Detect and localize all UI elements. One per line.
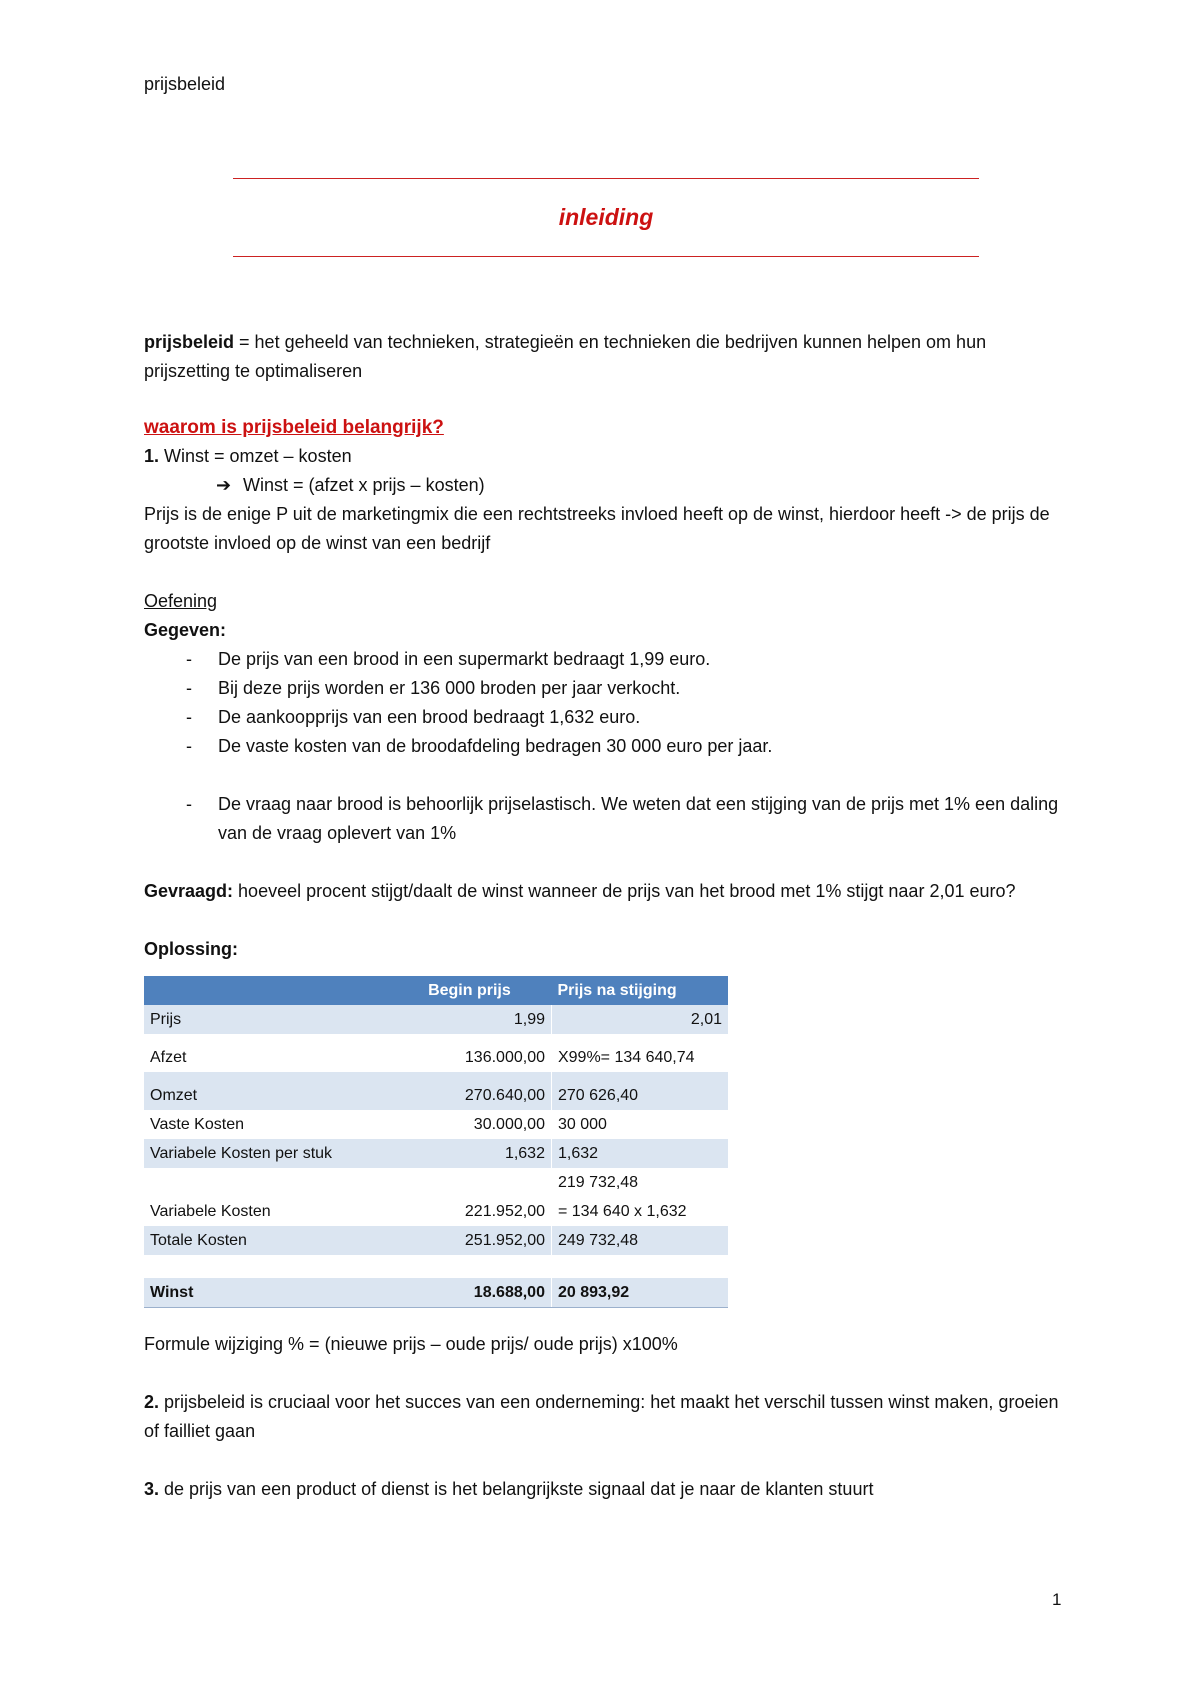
row-label-cell: Prijs — [144, 1005, 422, 1034]
arrow-right-icon: ➔ — [216, 475, 232, 495]
asked-text: hoeveel procent stijgt/daalt de winst wanneer de prijs van het brood met 1% stijgt naar 2,01 euro? — [233, 881, 1016, 901]
given-label: Gegeven: — [144, 620, 227, 640]
begin-price-cell: 30.000,00 — [473, 1116, 545, 1133]
table-header-cell: Begin prijs — [422, 976, 551, 1005]
begin-price-cell — [422, 1255, 551, 1278]
definition-paragraph — [144, 328, 1064, 386]
dash-bullet: - — [186, 736, 192, 756]
after-price-cell: 2,01 — [551, 1005, 728, 1034]
row-label-cell: Afzet — [150, 1049, 187, 1066]
after-price-cell: 1,632 — [551, 1139, 728, 1168]
begin-price-cell: 251.952,00 — [422, 1226, 551, 1255]
after-price-cell: 270 626,40 — [551, 1072, 728, 1110]
begin-price-cell: 18.688,00 — [422, 1278, 551, 1308]
dash-bullet: - — [186, 678, 192, 698]
begin-price-cell — [422, 1168, 551, 1197]
row-label-cell: Winst — [144, 1278, 422, 1308]
asked-paragraph — [144, 877, 1064, 906]
table-row — [144, 1197, 728, 1226]
given-item-elasticity: - De vraag naar brood is behoorlijk prijselastisch. We weten dat een stijging van de prijs met 1% een daling van de vraag oplevert van 1% — [144, 790, 1064, 848]
table-header-cell — [144, 976, 422, 1005]
title-rule-bottom — [233, 256, 979, 257]
point-1-text: Winst = omzet – kosten — [159, 446, 352, 466]
title-rule-top — [233, 178, 979, 179]
point-1 — [144, 442, 1064, 471]
asked-label: Gevraagd: — [144, 881, 234, 901]
definition-text: = het geheeld van technieken, strategieën en technieken die bedrijven kunnen helpen om hun prijszetting te optimaliseren — [144, 332, 987, 381]
begin-price-cell: 1,632 — [422, 1139, 551, 1168]
after-price-cell: 20 893,92 — [551, 1278, 728, 1308]
dash-bullet: - — [186, 794, 192, 814]
table-row — [144, 1110, 728, 1139]
table-row — [144, 1255, 728, 1278]
table-row — [144, 1139, 728, 1168]
table-header-row — [144, 976, 728, 1005]
after-price-cell: = 134 640 x 1,632 — [551, 1197, 728, 1226]
row-label-cell — [144, 1255, 422, 1278]
after-price-cell: 30 000 — [551, 1110, 728, 1139]
point-3-number: 3. — [144, 1479, 160, 1499]
begin-price-cell: 270.640,00 — [422, 1072, 551, 1110]
row-label-cell: Variabele Kosten — [150, 1203, 271, 1220]
table-row — [144, 1278, 728, 1308]
row-label-cell: Vaste Kosten — [150, 1116, 244, 1133]
after-price-cell: X99%= 134 640,74 — [551, 1034, 728, 1072]
begin-price-cell: 1,99 — [422, 1005, 551, 1034]
section-heading: waarom is prijsbeleid belangrijk? — [144, 417, 444, 438]
point-3-text: de prijs van een product of dienst is het belangrijkste signaal dat je naar de klanten stuurt — [159, 1479, 874, 1499]
point-1-formula — [144, 471, 1064, 500]
after-price-cell — [551, 1255, 728, 1278]
point-3 — [144, 1475, 1064, 1504]
page-header: prijsbeleid — [144, 74, 226, 94]
given-list — [144, 645, 1064, 848]
given-item: - De prijs van een brood in een supermarkt bedraagt 1,99 euro. — [144, 645, 1064, 674]
point-1-number: 1. — [144, 446, 160, 466]
section-title: inleiding — [558, 204, 654, 230]
row-label-cell: Totale Kosten — [144, 1226, 422, 1255]
dash-bullet: - — [186, 649, 192, 669]
given-item: - De aankoopprijs van een brood bedraagt 1,632 euro. — [144, 703, 1064, 732]
dash-bullet: - — [186, 707, 192, 727]
row-label-cell: Variabele Kosten per stuk — [144, 1139, 422, 1168]
table-header-cell: Prijs na stijging — [551, 976, 728, 1005]
row-label-cell — [144, 1168, 422, 1197]
solution-label: Oplossing: — [144, 939, 238, 959]
after-price-cell: 249 732,48 — [551, 1226, 728, 1255]
after-price-cell: 219 732,48 — [551, 1168, 728, 1197]
table-row — [144, 1034, 728, 1072]
point-1-formula-text: Winst = (afzet x prijs – kosten) — [243, 475, 485, 495]
exercise-heading: Oefening — [144, 591, 218, 611]
definition-term: prijsbeleid — [144, 332, 235, 352]
document-body — [144, 328, 1064, 1504]
point-2-text: prijsbeleid is cruciaal voor het succes van een onderneming: het maakt het verschil tussen winst maken, groeien of failliet gaan — [144, 1392, 1059, 1441]
point-1-explanation: Prijs is de enige P uit de marketingmix die een rechtstreeks invloed heeft op de winst, hierdoor heeft -> de prijs de grootste invloed op de winst van een bedrijf — [144, 504, 1050, 553]
table-row — [144, 1226, 728, 1255]
table-row — [144, 1168, 728, 1197]
begin-price-cell: 136.000,00 — [464, 1049, 545, 1066]
point-2 — [144, 1388, 1064, 1446]
given-item: - Bij deze prijs worden er 136 000 broden per jaar verkocht. — [144, 674, 1064, 703]
row-label-cell: Omzet — [144, 1072, 422, 1110]
point-2-number: 2. — [144, 1392, 160, 1412]
table-row — [144, 1072, 728, 1110]
given-item: - De vaste kosten van de broodafdeling bedragen 30 000 euro per jaar. — [144, 732, 1064, 761]
formula-line: Formule wijziging % = (nieuwe prijs – oude prijs/ oude prijs) x100% — [144, 1334, 678, 1354]
solution-table — [144, 976, 728, 1308]
begin-price-cell: 221.952,00 — [464, 1203, 545, 1220]
table-row — [144, 1005, 728, 1034]
page-number: 1 — [1052, 1590, 1062, 1609]
